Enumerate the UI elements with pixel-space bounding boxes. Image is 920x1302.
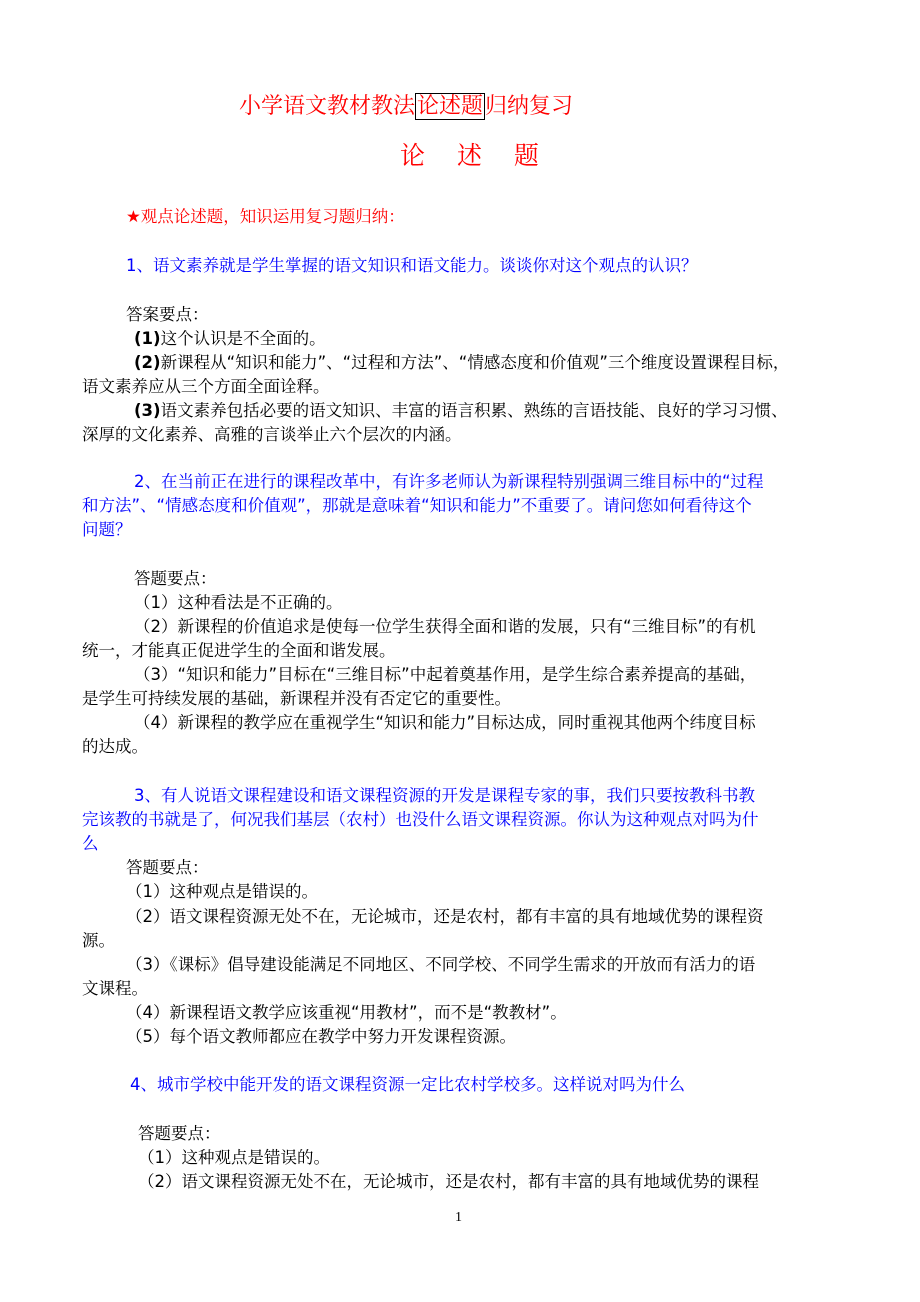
q1-point-2: (2)新课程从“知识和能力”、“过程和方法”、“情感态度和价值观”三个维度设置课程目标， xyxy=(134,353,790,372)
question-3-line-2: 完该教的书就是了，何况我们基层（农村）也没什么语文课程资源。你认为这种观点对吗为什 xyxy=(82,810,759,829)
q3-point-4: （4）新课程语文教学应该重视“用教材”，而不是“教教材”。 xyxy=(126,1003,567,1022)
question-1: 1、语文素养就是学生掌握的语文知识和语文能力。谈谈你对这个观点的认识？ xyxy=(126,256,698,275)
q2-point-2-cont: 统一，才能真正促进学生的全面和谐发展。 xyxy=(82,641,396,660)
q3-point-2: （2）语文课程资源无处不在，无论城市，还是农村，都有丰富的具有地域优势的课程资 xyxy=(126,907,764,926)
q2-point-1: （1）这种看法是不正确的。 xyxy=(134,593,343,612)
question-3-line-3: 么 xyxy=(82,834,99,853)
q3-point-1: （1）这种观点是错误的。 xyxy=(126,882,318,901)
document-title xyxy=(239,92,573,122)
q2-point-3: （3）“知识和能力”目标在“三维目标”中起着奠基作用，是学生综合素养提高的基础， xyxy=(134,665,757,684)
q4-answer-label: 答题要点： xyxy=(138,1124,221,1143)
q2-point-4-cont: 的达成。 xyxy=(82,737,148,756)
q3-point-3-cont: 文课程。 xyxy=(82,979,148,998)
q2-point-3-cont: 是学生可持续发展的基础，新课程并没有否定它的重要性。 xyxy=(82,689,511,708)
section-heading: ★观点论述题，知识运用复习题归纳： xyxy=(126,207,405,226)
q4-point-1: （1）这种观点是错误的。 xyxy=(138,1148,330,1167)
question-4: 4、城市学校中能开发的语文课程资源一定比农村学校多。这样说对吗为什么 xyxy=(130,1075,685,1094)
q1-point-2-cont: 语文素养应从三个方面全面诠释。 xyxy=(82,377,330,396)
q3-point-2-cont: 源。 xyxy=(82,931,115,950)
q2-point-2: （2）新课程的价值追求是使每一位学生获得全面和谐的发展，只有“三维目标”的有机 xyxy=(134,617,756,636)
q3-answer-label: 答题要点： xyxy=(126,858,209,877)
q2-point-4: （4）新课程的教学应在重视学生“知识和能力”目标达成，同时重视其他两个纬度目标 xyxy=(134,713,756,732)
q1-answer-label: 答案要点： xyxy=(126,305,209,324)
title-prefix: 小学语文教材教法 xyxy=(239,94,416,119)
question-2-line-3: 问题？ xyxy=(82,520,132,539)
q4-point-2: （2）语文课程资源无处不在，无论城市，还是农村，都有丰富的具有地域优势的课程 xyxy=(138,1172,759,1191)
page-number: 1 xyxy=(455,1210,462,1225)
q3-point-3: （3）《课标》倡导建设能满足不同地区、不同学校、不同学生需求的开放而有活力的语 xyxy=(126,955,756,974)
question-3-line-1: 3、有人说语文课程建设和语文课程资源的开发是课程专家的事，我们只要按教科书教 xyxy=(134,786,755,805)
title-boxed-word: 论述题 xyxy=(417,94,484,119)
question-2-line-2: 和方法”、“情感态度和价值观”，那就是意味着“知识和能力”不重要了。请问您如何看待这个 xyxy=(82,496,752,515)
q1-point-1: (1)这个认识是不全面的。 xyxy=(134,329,326,348)
question-2-line-1: 2、在当前正在进行的课程改革中，有许多老师认为新课程特别强调三维目标中的“过程 xyxy=(134,472,764,491)
q2-answer-label: 答题要点： xyxy=(134,569,217,588)
q3-point-5: （5）每个语文教师都应在教学中努力开发课程资源。 xyxy=(126,1027,516,1046)
q1-point-3-cont: 深厚的文化素养、高雅的言谈举止六个层次的内涵。 xyxy=(82,425,462,444)
title-suffix: 归纳复习 xyxy=(485,94,574,119)
q1-point-3: (3)语文素养包括必要的语文知识、丰富的语言积累、熟练的言语技能、良好的学习习惯、 xyxy=(134,401,788,420)
subtitle: 论 述 题 xyxy=(400,141,551,170)
